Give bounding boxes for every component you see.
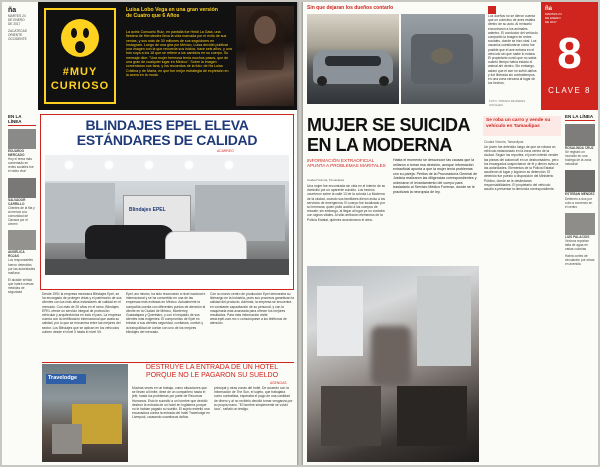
date-line-2: DE ENERO <box>8 18 25 23</box>
sidebar-section-label: EN LA LÍNEA <box>8 114 22 124</box>
divider-rule <box>42 362 294 363</box>
clave-mini-logo: ña <box>545 6 553 12</box>
bullet-square <box>488 6 496 14</box>
muy-label: #MUY <box>62 66 98 78</box>
mini-link-3[interactable]: OCCIDENTE <box>8 37 27 42</box>
right-thumb-2 <box>565 170 595 192</box>
car-photo <box>307 14 399 104</box>
clave-number: 8 <box>557 29 582 78</box>
scene-photo <box>307 266 479 462</box>
newspaper-spread <box>2 2 598 465</box>
sidebar-blurb-2: Clientes de la fila y al menos a la comunidad de Oaxaca por el crimen <box>8 205 35 227</box>
curioso-body: La actriz Consuelo Ruiz, en pantalla fue Heidi La Gata, una fiestera de Hernández lleva la vida marcada por el éxito de sus ventas, y sus más de 30 millones de sus seguidores en Instagram. Luego de una gira por México, Luisa decidió publicar una imagen con la que recuerda sus inicios, hace seis años, y una foto suya a los 18 que se refiere a los cambios en su cuerpo. Su mensaje dice: "Una mujer hermosa tenía muchos pasos, que de una gran de cualquier lugar en México". Sobre la imagen comentaron sus fans, y los recuerdos de la foto: de Ha Luisa Cristina y de María, en que fue mejor estrategia de expresión en la acera en la moda. <box>126 30 232 77</box>
clave-date-3: DE 2017 <box>545 20 557 24</box>
epel-column-2: Epel, así mismo, ha sido reconocido a nivel nacional e internacional y se ha convertido en una de las empresas más exitosas en México. Actualmente la compañía cuenta con diferentes puntos de atención al cliente en la Ciudad de México, Monterrey, Guadalajara y Querétaro, y con el respaldo de sus clientes más exigentes. El compromiso de Epel es brindar a sus clientes seguridad, confianza, confort y la tranquilidad de contar con uno de los mejores blindajes del mercado. <box>126 292 206 334</box>
sidebar-blurb-1: Hoy el tema más comentado en redes sociales fue el video viral <box>8 157 34 174</box>
date-line-3: DE 2017 <box>8 22 21 27</box>
right-thumb-1 <box>565 124 595 146</box>
surprised-face-icon <box>60 18 100 58</box>
right-page <box>303 2 598 465</box>
sidebar-tag-1: EDUARDO MERCADO <box>8 149 25 158</box>
right-blurb-1: Se registró un incendio en una bodega de la zona industrial <box>565 150 592 167</box>
muy-curioso-badge <box>44 8 116 104</box>
sidebar-thumb-2 <box>8 178 36 198</box>
store-sign: Blindajes EPEL <box>129 207 166 213</box>
sidebar-blurb-3: Los responsables fueron detenidos por las autoridades mañana <box>8 258 36 275</box>
right-sidebar <box>565 114 595 267</box>
sidebar-thumb-1 <box>8 129 36 149</box>
main-headline-line1: MUJER SE SUICIDA <box>307 115 471 135</box>
right-sidebar-label: EN LA LÍNEA <box>565 114 594 119</box>
left-page <box>2 2 297 465</box>
right-tag-3: LUIS PALACIOS <box>565 234 590 239</box>
sidebar-tag-3: ANGÉLICA ROJAS <box>8 250 25 259</box>
epel-photo-credit: ACARREO <box>217 149 234 153</box>
curioso-headline: Luisa Lobo Vega en una gran versión de Cuatro que 6 Años <box>126 7 218 19</box>
sidebar-blurb-4: El alcalde señaló que habrá nuevas medidas de seguridad <box>8 277 34 295</box>
side-headline: Se roba un carro y vende su vehículo en Tamaulipas <box>486 118 551 129</box>
left-sidebar <box>8 114 36 294</box>
actress-photo <box>236 6 294 106</box>
bird-photo-credit: FOTO: TOMADA DE REDES SOCIALES <box>489 99 526 107</box>
main-headline-line2: EN LA MODERNA <box>307 135 452 155</box>
clave-label: CLAVE 8 <box>548 86 591 95</box>
side-byline: Ciudad Victoria, Tamaulipas <box>484 140 524 144</box>
epel-column-3: Con su nuevo centro de producción Epel demuestra su liderazgo en la industria, pues sus procesos garantizan la calidad del producto. Además, la empresa se encuentra en constante capacitación de su personal, y con la maquinaria más avanzada para ofrecer los mejores resultados. Para más información visite www.epel.com.mx o comuníquese a los teléfonos de atención. <box>210 292 294 326</box>
right-thumb-3 <box>565 213 595 235</box>
clave-panel <box>541 2 598 110</box>
side-body: Un joven fue detenido luego de que se robara un vehículo estacionado en la zona centro de la ciudad. Según los reportes, el joven intentó vender las piezas del automóvil en un deshuesadero, pero los encargados sospecharon de él y dieron aviso a las autoridades. Elementos de la Policía Estatal acudieron al lugar y lograron su detención. El detenido fue puesto a disposición del Ministerio Público, donde se le deslindarán responsabilidades. El propietario del vehículo acudió a presentar la denuncia correspondiente. <box>484 145 559 192</box>
side-story-header <box>483 116 561 136</box>
epel-col-1-preview <box>47 279 123 289</box>
right-tag-2: ESTEBAN MÉNDEZ <box>565 192 595 197</box>
main-column-1: Una mujer fue encontrada sin vida en el interior de su domicilio por un aparente suicidio. Los hechos ocurrieron sobre la calle 13 de la colonia La Moderna de la ciudad, cuando sus familiares dieron aviso a los servicios de emergencia. El cuerpo fue localizado por su hermana, quien pidió auxilio a los cuerpos de rescate; sin embargo, al llegar al lugar ya no contaba con signos vitales. Al sitio arribaron elementos de la Policía Estatal, quienes acordonaron el área. <box>307 184 386 222</box>
clave-date-2: DE ENERO <box>545 16 561 20</box>
mini-masthead-left: ña MARTES 24 DE ENERO DE 2017 ZACATECAS ORIENTE OCCIDENTE <box>8 7 36 42</box>
bird-kicker: Sin que dejaran los dueños contarlo <box>307 5 394 11</box>
epel-column-1: Desde 1991 la empresa mexicana Blindajes Epel, se ha encargado de proteger vidas y el patrimonio de sus clientes con los más altos estándares de calidad en el mercado. Con más de 25 años en el ramo, Blindajes EPEL ofrece un servicio integral de protección vehicular y arquitectónica en todo el país. La empresa cuenta con la certificación internacional que avala su calidad, por lo que se encuentra entre las mejores del sector. Los Blindajes que se aplican en los vehículos cubren desde el nivel II hasta el nivel VII. <box>42 292 122 334</box>
car-interior-photo <box>401 14 485 104</box>
sidebar-tag-2: SALVADOR CARRILLO <box>8 197 26 206</box>
mini-link-1[interactable]: ZACATECAS <box>8 29 27 34</box>
epel-story-box <box>40 114 294 290</box>
hotel-column-1: Muchas veces en un trabajo, como situaciones que se llevan al límite, dese de un compañero hasta el jefe, hasta los problemas por parte de Recursos Humanos. Esto le sucedió a un hombre que decidió destruir la entrada de un hotel en Inglaterra porque no le habían pagado su sueldo. El sujeto estrelló una excavadora contra la entrada del hotel Travelodge en Liverpool, causando cuantiosos daños. <box>132 386 210 420</box>
main-byline: Ciudad Victoria, Tamaulipas <box>307 178 345 182</box>
hotel-headline-line2: PORQUE NO LE PAGARON SU SUELDO <box>145 372 279 379</box>
date-line-1: MARTES 24 <box>8 14 26 18</box>
hotel-photo <box>42 364 128 462</box>
hotel-column-2: principal y otras zonas del hotel. De acuerdo con la información de The Sun, el sujeto, que trabajaba como contratista, esperaba el pago de una cantidad de dinero y al no recibirlo decidió tomar venganza por su propia mano. "El hombre simplemente se volvió loco", señaló un testigo. <box>214 386 293 412</box>
epel-store-photo <box>45 155 289 275</box>
hotel-sign: Travelodge <box>48 375 78 381</box>
right-blurb-3: Vecinos reportan falta de agua en varias colonias <box>565 238 589 252</box>
hotel-credit: AGENCIAS <box>270 381 287 385</box>
right-blurb-2: Detienen a dos por robo a comercio en el centro <box>565 196 593 209</box>
curioso-label: CURIOSO <box>50 80 110 92</box>
epel-headline: BLINDAJES EPEL ELEVA ESTÁNDARES DE CALIDAD <box>76 117 258 148</box>
hotel-headline-line1: DESTRUYE LA ENTRADA DE UN HOTEL <box>145 364 279 371</box>
sidebar-thumb-3 <box>8 230 36 250</box>
right-blurb-4: Habrá cortes de circulación por obras en avenida <box>565 254 595 267</box>
clave-date-1: MARTES 24 <box>545 12 562 16</box>
mini-link-2[interactable]: ORIENTE <box>8 33 23 38</box>
bird-body: Los dueños no se dieron cuenta que un colectivo de aves estaba dentro de su auto. Al revisarlo encontraron a los animales adentro. El conductor del vehículo compartió la imagen en redes sociales, donde se hizo viral. Los usuarios cuestionaron cómo fue posible que el ave entrara en el vehículo sin que nadie lo notara. El propietario contó que no sabía cuánto tiempo había estado el animal ahí dentro. Sin embargo, aclaró que el ave no sufrió daños y fue liberada sin contratiempos, en una zona cercana al lugar de los hechos. <box>488 14 538 86</box>
right-tag-1: ROSALINDA CRUZ <box>565 146 594 150</box>
muy-curioso-panel <box>38 2 297 110</box>
main-column-2: Hasta el momento se desconoce las causas que la orillaron a tomar esa decisión, aunque información extraoficial apunta a que la mujer tenía problemas con su pareja. Peritos de la Procuraduría General de Justicia realizaron las diligencias correspondientes y ordenaron el levantamiento del cuerpo para trasladarlo al Servicio Médico Forense, donde se le practicará la necropsia de ley. <box>393 158 478 194</box>
main-subhead: INFORMACIÓN EXTRAOFICIAL APUNTA A PROBLEMAS MARITALES <box>307 158 386 169</box>
